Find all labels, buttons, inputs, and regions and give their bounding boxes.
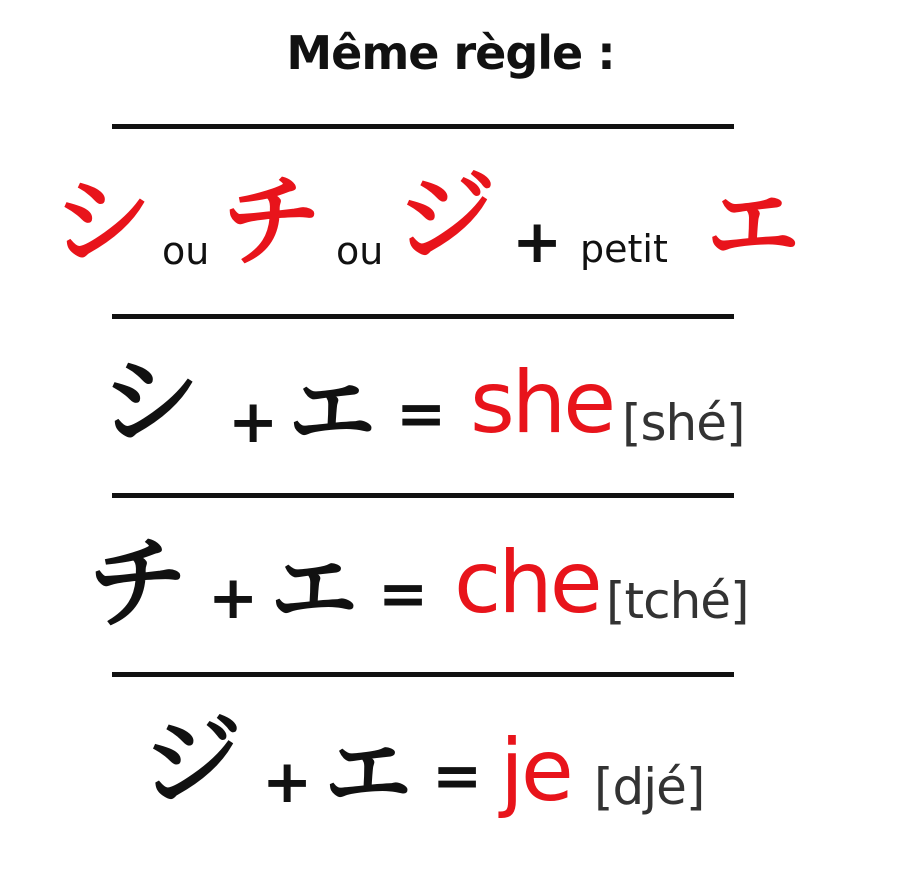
row-romaji: je xyxy=(500,721,571,821)
row-pronunciation: [shé] xyxy=(622,394,745,452)
kana-ji: ジ xyxy=(396,159,496,276)
page-title: Même règle : xyxy=(286,26,615,80)
row-equals: = xyxy=(396,379,447,449)
divider-2 xyxy=(112,314,734,319)
row-kana: チ xyxy=(88,525,188,642)
row-kana: シ xyxy=(100,343,200,460)
petit-label: petit xyxy=(580,227,668,271)
row-equals: = xyxy=(432,741,483,811)
plus-sign: + xyxy=(512,207,563,277)
row-small-kana: エ xyxy=(324,722,413,825)
row-small-kana: エ xyxy=(288,360,377,463)
row-pronunciation: [tché] xyxy=(606,572,749,630)
or-label-2: ou xyxy=(336,229,384,273)
kana-shi: シ xyxy=(52,163,152,280)
row-small-kana: エ xyxy=(270,538,359,641)
row-plus: + xyxy=(262,747,313,817)
kana-chi: チ xyxy=(222,163,322,280)
row-romaji: che xyxy=(454,533,600,633)
divider-1 xyxy=(112,124,734,129)
or-label-1: ou xyxy=(162,229,210,273)
row-romaji: she xyxy=(470,353,614,453)
row-plus: + xyxy=(228,387,279,457)
row-kana: ジ xyxy=(142,703,242,820)
row-pronunciation: [djé] xyxy=(594,758,705,816)
divider-3 xyxy=(112,493,734,498)
row-equals: = xyxy=(378,559,429,629)
kana-small-e: エ xyxy=(706,172,801,281)
row-plus: + xyxy=(208,563,259,633)
divider-4 xyxy=(112,672,734,677)
